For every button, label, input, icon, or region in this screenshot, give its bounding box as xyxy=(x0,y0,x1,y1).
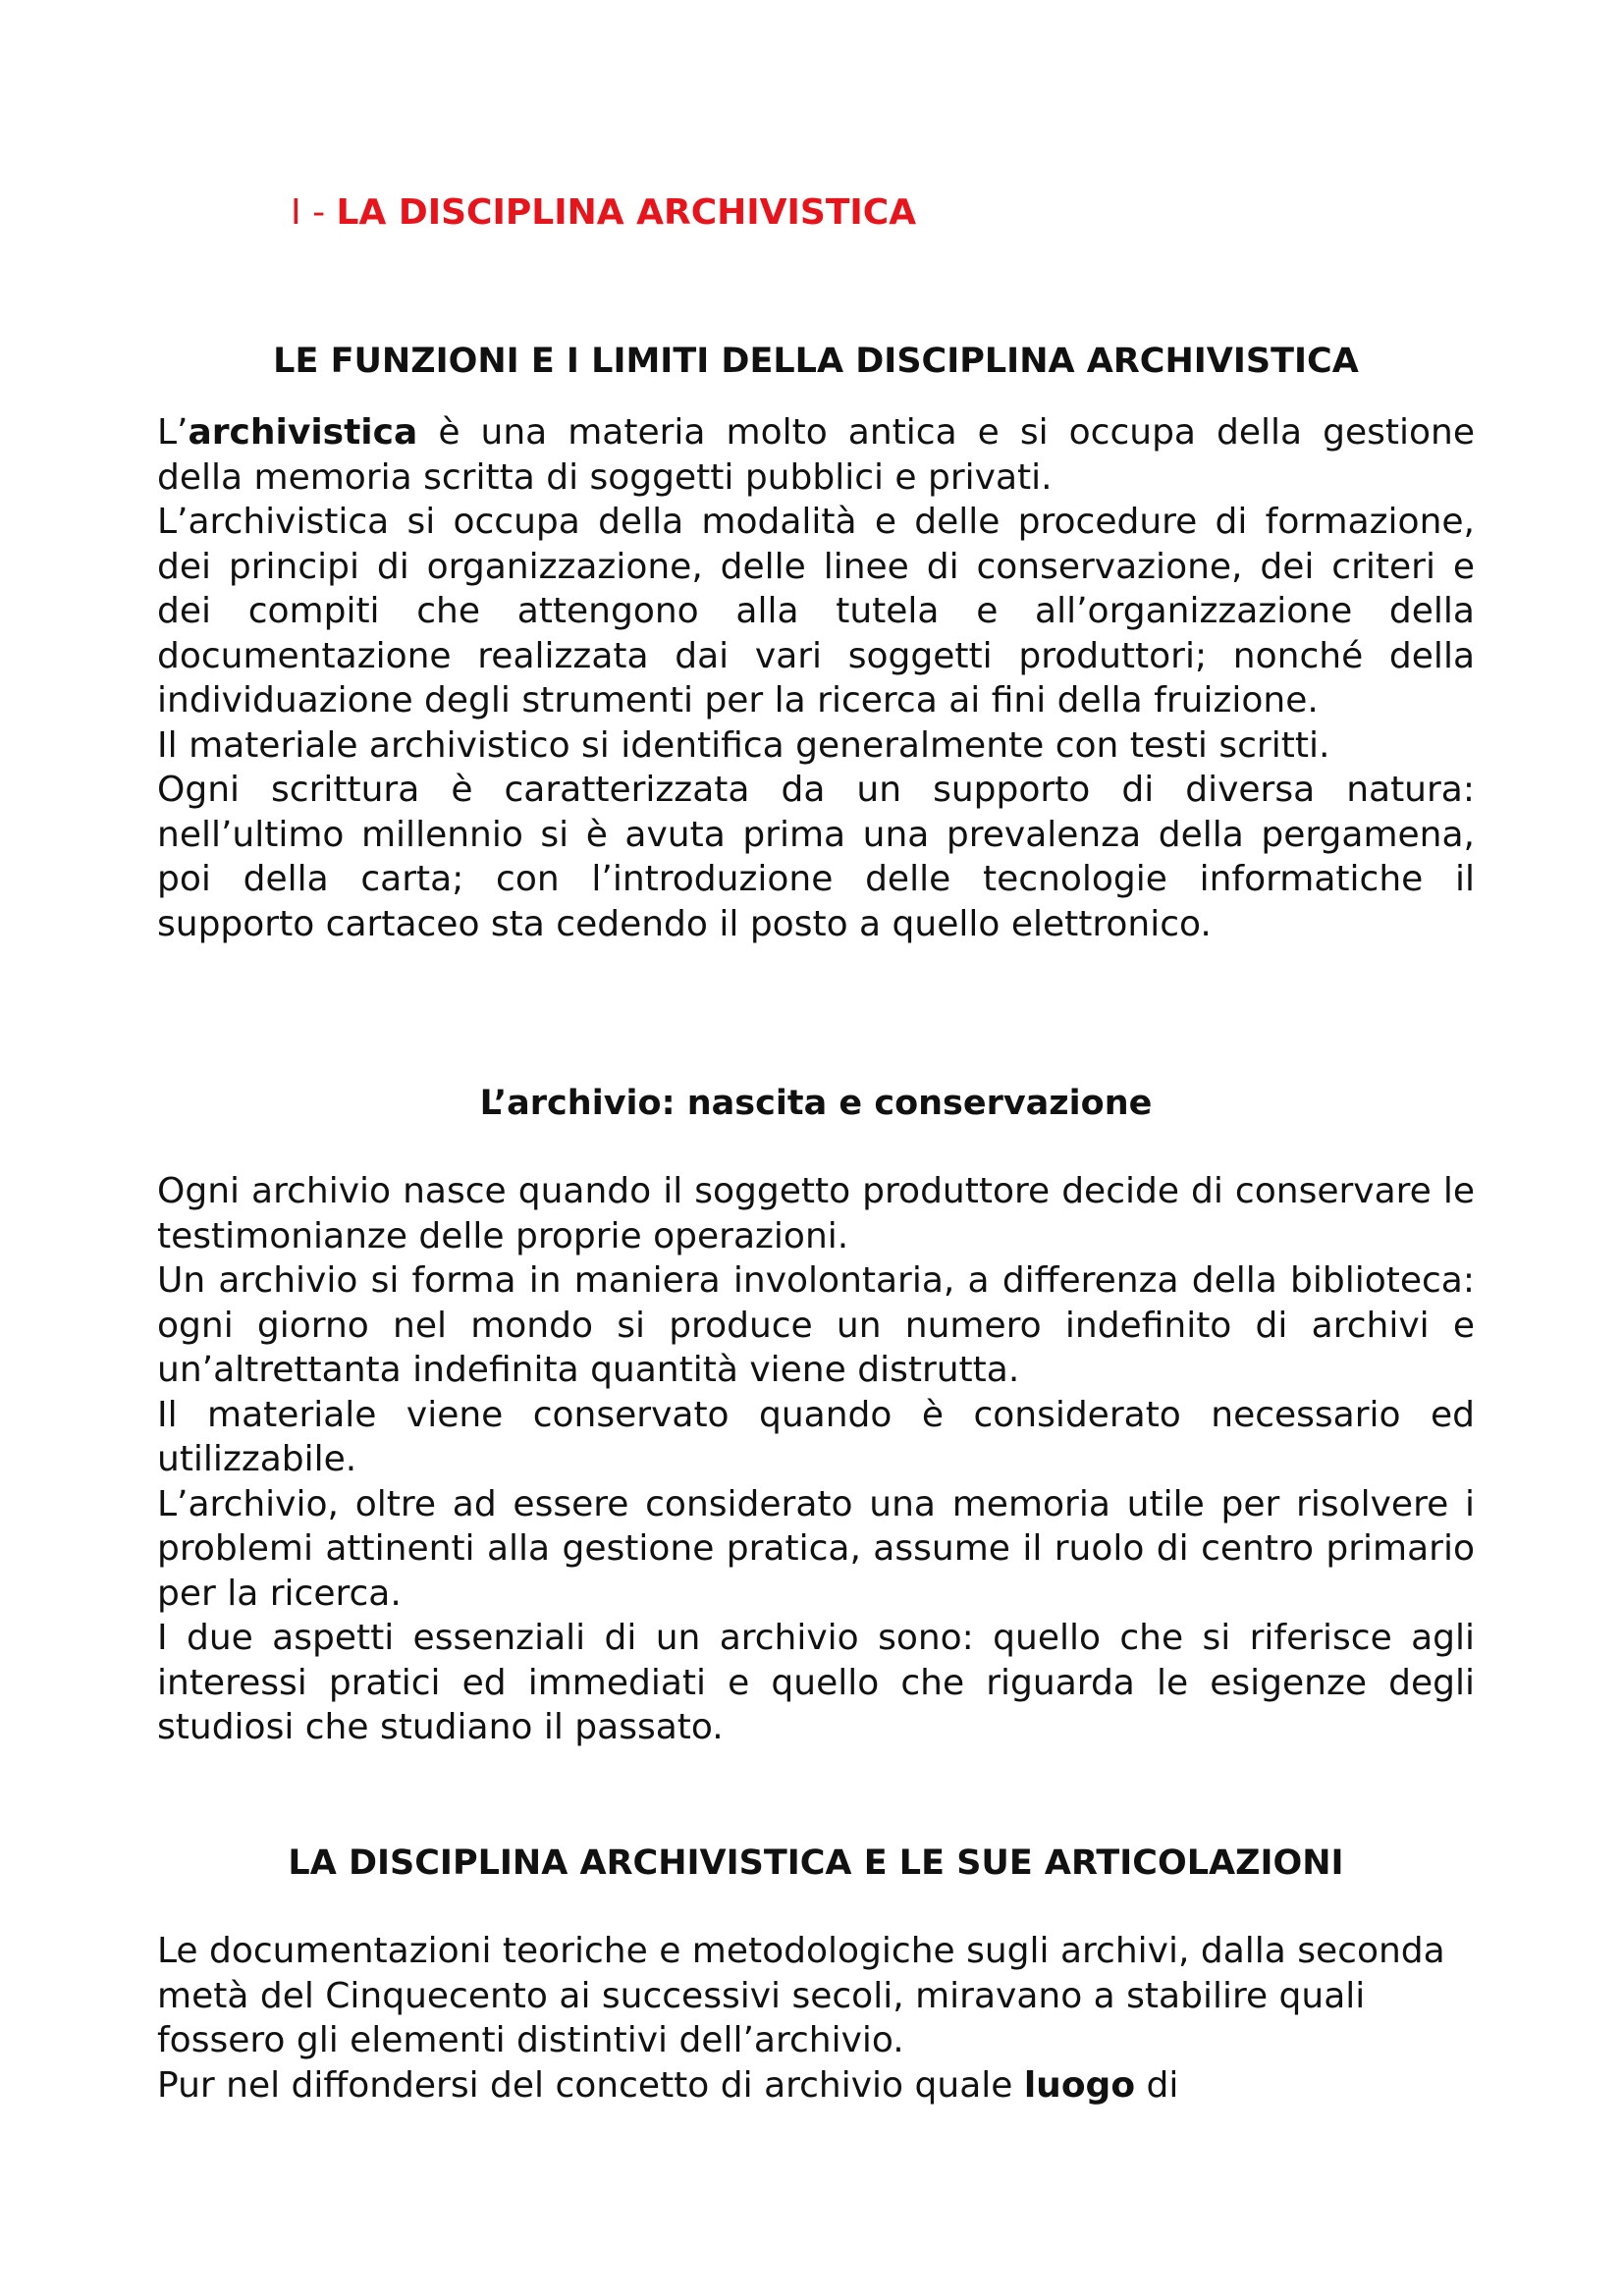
section-funzioni-body xyxy=(157,410,1475,946)
section-heading-articolazioni: LA DISCIPLINA ARCHIVISTICA E LE SUE ARTICOLAZIONI xyxy=(288,1843,1344,1883)
paragraph-ruolo: L’archivio, oltre ad essere considerato una memoria utile per risolvere i problemi attinenti alla gestione pratica, assume il ruolo di centro primario per la ricerca. xyxy=(157,1483,1475,1614)
section-funzioni xyxy=(157,338,1475,385)
chapter-number: I xyxy=(291,192,301,233)
term-archivistica: archivistica xyxy=(188,412,418,453)
paragraph-nascita: Ogni archivio nasce quando il soggetto produttore decide di conservare le testimonianze delle proprie operazioni. xyxy=(157,1171,1475,1256)
section-heading-funzioni: LE FUNZIONI E I LIMITI DELLA DISCIPLINA ARCHIVISTICA xyxy=(273,342,1359,381)
paragraph-suffix: di xyxy=(1135,2064,1179,2106)
paragraph-documentazioni: Le documentazioni teoriche e metodologiche sugli archivi, dalla seconda metà del Cinquecento ai successivi secoli, miravano a stabilire quali fossero gli elementi distintivi dell’archivio. xyxy=(157,1931,1445,2060)
section-heading-archivio: L’archivio: nascita e conservazione xyxy=(479,1084,1153,1123)
chapter-title-text: LA DISCIPLINA ARCHIVISTICA xyxy=(336,192,917,233)
section-archivio xyxy=(157,1080,1475,1127)
term-luogo: luogo xyxy=(1023,2064,1136,2106)
paragraph-luogo xyxy=(157,2063,1475,2109)
paragraph-materiale: Il materiale archivistico si identifica generalmente con testi scritti. xyxy=(157,724,1330,766)
paragraph-text: Pur nel diffondersi del concetto di archivio quale xyxy=(157,2064,1024,2106)
paragraph-text: è una materia molto antica e si occupa della gestione della memoria scritta di soggetti pubblici e privati. xyxy=(157,412,1475,498)
paragraph-conservazione: Il materiale viene conservato quando è considerato necessario ed utilizzabile. xyxy=(157,1394,1475,1479)
paragraph-scrittura: Ogni scrittura è caratterizzata da un supporto di diversa natura: nell’ultimo millennio si è avuta prima una prevalenza della pergamena, poi della carta; con l’introduzione delle tecnologie informatiche il supporto cartaceo sta cedendo il posto a quello elettronico. xyxy=(157,770,1475,944)
section-archivio-body xyxy=(157,1169,1475,1750)
chapter-separator: - xyxy=(300,192,337,233)
paragraph-archivistica-scope: L’archivistica si occupa della modalità e delle procedure di formazione, dei principi di organizzazione, delle linee di conservazione, dei criteri e dei compiti che attengono alla tutela e all’organizzazione della documentazione realizzata dai vari soggetti produttori; nonché della individuazione degli strumenti per la ricerca ai fini della fruizione. xyxy=(157,502,1475,721)
chapter-title xyxy=(291,192,916,233)
paragraph-formazione: Un archivio si forma in maniera involontaria, a differenza della biblioteca: ogni giorno nel mondo si produce un numero indefinito di archivi e un’altrettanta indefinita quantità viene distrutta. xyxy=(157,1260,1475,1390)
paragraph-prefix: L’ xyxy=(157,412,189,453)
paragraph-archivistica-intro xyxy=(157,410,1475,500)
section-articolazioni xyxy=(157,1840,1475,1887)
section-articolazioni-body xyxy=(157,1929,1475,2108)
paragraph-aspetti: I due aspetti essenziali di un archivio sono: quello che si riferisce agli interessi pratici ed immediati e quello che riguarda le esigenze degli studiosi che studiano il passato. xyxy=(157,1618,1475,1747)
